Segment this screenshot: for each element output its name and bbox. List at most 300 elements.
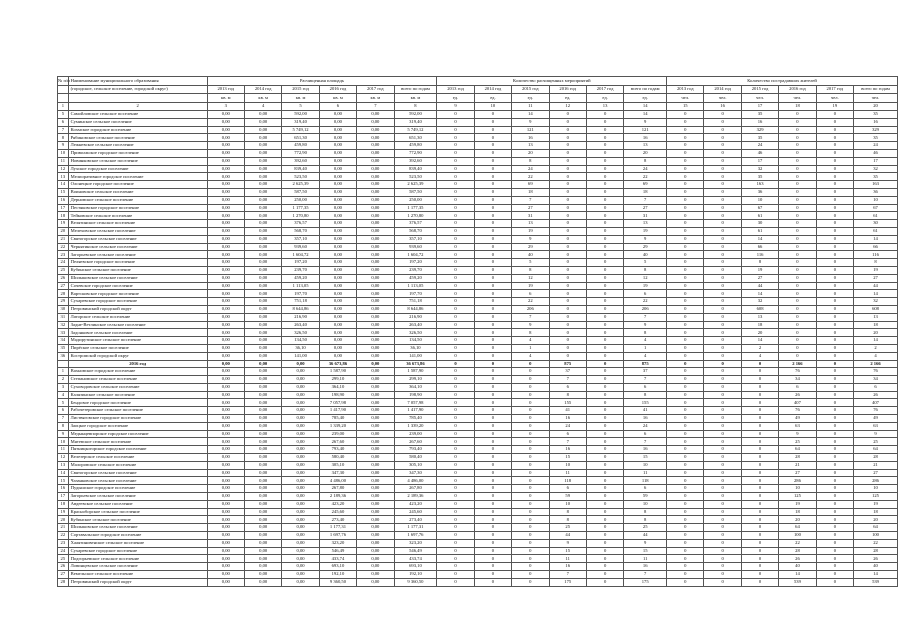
table-cell: 0 [586,149,623,157]
table-cell: 0 [816,259,853,267]
table-cell: 0,00 [244,415,281,423]
table-cell: 0,00 [357,539,394,547]
table-cell: 16 [624,134,667,142]
column-number: 8 [394,102,437,111]
table-cell: 0,00 [319,352,356,360]
table-cell: 0,00 [207,235,244,243]
table-cell: 0,00 [207,274,244,282]
table-cell: 26 [854,391,898,399]
table-cell: 0 [437,415,474,423]
row-number: 17 [58,493,69,501]
table-cell: 0,00 [207,539,244,547]
table-cell: 0,00 [357,142,394,150]
table-cell: 28 [854,547,898,555]
table-cell: 0,00 [207,204,244,212]
table-cell: 0 [667,383,704,391]
table-cell: 76 [854,407,898,415]
table-cell: 0 [816,454,853,462]
table-cell: 0 [474,461,511,469]
municipality-name: Приволжское городское поселение [68,149,207,157]
table-cell: 216,90 [394,313,437,321]
table-cell: 0 [474,329,511,337]
table-cell: 0 [667,422,704,430]
table-cell: 197,20 [282,259,319,267]
municipality-name: Малоровское сельское поселение [68,461,207,469]
table-cell: 29 [624,243,667,251]
table-cell: 9 360,50 [319,578,356,586]
header-year: 2015 год [282,85,319,94]
row-number: 8 [58,134,69,142]
table-cell: 0 [586,282,623,290]
table-cell: 8 [854,259,898,267]
table-cell: 0,00 [207,251,244,259]
table-cell: 15 [624,454,667,462]
municipality-name: Пирёское сельское поселение [68,344,207,352]
table-cell: 0 [586,126,623,134]
table-cell: 6 [549,430,586,438]
table-cell: 459,80 [394,142,437,150]
row-number: 18 [58,500,69,508]
table-cell: 0 [779,337,816,345]
table-row [58,539,898,547]
table-cell: 0 [586,438,623,446]
table-cell: 61 [741,212,778,220]
table-cell: 0 [474,438,511,446]
table-cell: 0,00 [207,407,244,415]
table-cell: 0 [816,352,853,360]
table-cell: 751,18 [282,298,319,306]
table-cell: 0,00 [319,321,356,329]
table-cell: 0 [437,469,474,477]
table-cell: 40 [779,563,816,571]
table-cell: 0,00 [319,173,356,181]
table-cell: 0 [741,524,778,532]
row-number: 14 [58,181,69,189]
column-number: 3 [207,102,244,111]
report-sheet [57,76,898,587]
header-unit: чел. [741,94,778,103]
column-number: 11 [512,102,549,111]
row-number: 26 [58,274,69,282]
table-cell: 0,00 [357,352,394,360]
table-cell: 6 [549,485,586,493]
table-cell: 21 [854,461,898,469]
table-cell: 0,00 [207,118,244,126]
table-cell: 27 [741,274,778,282]
header-name-sub: (городское, сельское поселение, городской округ) [68,85,207,94]
table-cell: 10 [854,196,898,204]
table-cell: 14 [854,337,898,345]
table-row [58,337,898,345]
table-cell: 0 [667,313,704,321]
table-cell: 141,00 [394,352,437,360]
table-cell: 1 339,20 [394,422,437,430]
header-unit: ед. [474,94,511,103]
header-unit: ед. [512,94,549,103]
table-cell: 0 [586,329,623,337]
table-cell: 0,00 [244,282,281,290]
table-cell: 568,70 [394,227,437,235]
table-cell: 206 [624,305,667,313]
table-cell: 0,00 [244,383,281,391]
table-cell: 0 [741,555,778,563]
table-cell: 0,00 [207,149,244,157]
table-cell: 286 [779,477,816,485]
table-cell: 125 [779,493,816,501]
table-cell: 61 [854,212,898,220]
table-cell: 14 [741,290,778,298]
table-cell: 0 [704,461,741,469]
column-number: 13 [586,102,623,111]
table-cell: 0 [741,532,778,540]
table-cell: 0,00 [207,337,244,345]
table-cell: 9 [512,118,549,126]
table-cell: 7 057,98 [319,399,356,407]
table-cell: 25 [779,438,816,446]
table-cell: 0,00 [357,555,394,563]
table-cell: 8 [624,516,667,524]
table-cell: 0 [549,266,586,274]
table-cell: 0 [474,118,511,126]
row-number: 25 [58,266,69,274]
table-cell: 0 [474,493,511,501]
table-cell: 0 [741,469,778,477]
table-cell: 0,00 [357,165,394,173]
municipality-name: Лежневское сельское поселение [68,142,207,150]
table-cell: 0 [586,305,623,313]
report-table [57,76,898,587]
year-total-cell: 0,00 [244,360,281,368]
table-cell: 0 [816,344,853,352]
row-number: 15 [58,188,69,196]
table-cell: 0 [586,188,623,196]
table-cell: 0,00 [357,126,394,134]
table-cell: 0 [704,274,741,282]
table-cell: 392,60 [394,157,437,165]
municipality-name: Мелеховское сельское поселение [68,227,207,235]
table-cell: 0 [437,430,474,438]
table-cell: 0,00 [244,251,281,259]
table-cell: 0 [437,383,474,391]
table-cell: 141,00 [282,352,319,360]
table-cell: 19 [624,282,667,290]
table-cell: 357,10 [282,235,319,243]
header-unit: ед. [586,94,623,103]
table-cell: 0 [667,181,704,189]
table-cell: 0 [816,532,853,540]
table-cell: 0 [667,555,704,563]
table-cell: 0 [512,415,549,423]
table-cell: 0 [474,165,511,173]
table-cell: 0 [667,290,704,298]
municipality-name: Самойловское сельское поселение [68,111,207,119]
table-cell: 2 625,39 [282,181,319,189]
table-cell: 22 [512,298,549,306]
table-cell: 305,10 [394,461,437,469]
table-cell: 0,00 [282,477,319,485]
table-cell: 14 [779,571,816,579]
table-cell: 0 [437,266,474,274]
table-cell: 0,00 [207,383,244,391]
table-cell: 326,50 [394,329,437,337]
table-cell: 197,70 [282,290,319,298]
table-cell: 0 [512,430,549,438]
table-cell: 22 [624,298,667,306]
header-name: Наименование муниципального образования [68,77,207,86]
table-cell: 0,00 [282,368,319,376]
table-cell: 175 [549,578,586,586]
table-cell: 64 [854,524,898,532]
municipality-name: Ловинцевское сельское поселение [68,563,207,571]
table-row [58,259,898,267]
table-cell: 0,00 [282,446,319,454]
table-cell: 0 [741,407,778,415]
table-cell: 19 [779,500,816,508]
table-cell: 0,00 [282,547,319,555]
table-cell: 32 [854,298,898,306]
table-cell: 0,00 [207,220,244,228]
table-row [58,485,898,493]
table-cell: 0,00 [244,298,281,306]
table-cell: 693,10 [319,563,356,571]
table-cell: 0 [586,344,623,352]
table-cell: 27 [854,469,898,477]
table-cell: 14 [854,290,898,298]
table-cell: 10 [549,500,586,508]
table-cell: 0 [667,196,704,204]
table-cell: 0 [704,500,741,508]
row-number: 17 [58,204,69,212]
table-cell: 0 [437,524,474,532]
table-cell: 245,60 [319,508,356,516]
table-cell: 118 [549,477,586,485]
table-cell: 0,00 [244,430,281,438]
table-cell: 0 [667,227,704,235]
table-cell: 0 [437,446,474,454]
table-cell: 0 [779,157,816,165]
table-cell: 14 [512,111,549,119]
table-cell: 0 [816,578,853,586]
table-cell: 30 [854,220,898,228]
table-cell: 0,00 [357,188,394,196]
table-cell: 8 [512,266,549,274]
table-cell: 216,90 [282,313,319,321]
table-cell: 9 360,50 [394,578,437,586]
table-cell: 0,00 [244,220,281,228]
table-cell: 19 [741,266,778,274]
table-cell: 1 177,35 [394,204,437,212]
table-cell: 8 [549,391,586,399]
table-cell: 0 [512,407,549,415]
table-cell: 0 [586,399,623,407]
table-cell: 0,00 [244,344,281,352]
table-cell: 0,00 [357,500,394,508]
table-cell: 6 [624,383,667,391]
table-cell: 0 [437,235,474,243]
table-cell: 0,00 [207,563,244,571]
table-cell: 5 [624,259,667,267]
table-cell: 9 [549,539,586,547]
table-cell: 22 [854,539,898,547]
table-cell: 0,00 [319,111,356,119]
table-cell: 0 [549,298,586,306]
table-cell: 0 [474,212,511,220]
table-cell: 0,00 [319,188,356,196]
header-year: 2017 год [816,85,853,94]
table-cell: 0 [667,399,704,407]
table-cell: 0 [474,344,511,352]
table-cell: 0 [667,157,704,165]
table-cell: 6 [512,290,549,298]
municipality-name: Сочевское городское поселение [68,282,207,290]
table-cell: 0 [667,524,704,532]
table-cell: 0 [816,305,853,313]
table-cell: 11 [624,469,667,477]
column-number: 10 [474,102,511,111]
table-cell: 0 [437,368,474,376]
header-blank [58,94,69,103]
table-cell: 192,10 [394,571,437,579]
table-cell: 64 [779,446,816,454]
table-cell: 0 [816,555,853,563]
municipality-name: Шилыковское сельское поселение [68,274,207,282]
table-cell: 0 [704,173,741,181]
table-cell: 0 [437,212,474,220]
table-cell: 0 [437,259,474,267]
table-cell: 0,00 [207,165,244,173]
table-cell: 0 [549,212,586,220]
table-cell: 0,00 [282,430,319,438]
table-cell: 433,74 [394,555,437,563]
table-cell: 0,00 [244,313,281,321]
table-cell: 27 [624,204,667,212]
table-cell: 0 [741,376,778,384]
year-total-cell: 0 [512,360,549,368]
year-total-cell: 36 673,86 [319,360,356,368]
table-cell: 1 697,76 [319,532,356,540]
table-cell: 20 [854,329,898,337]
table-cell: 0 [586,165,623,173]
table-cell: 0,00 [357,578,394,586]
table-cell: 1 [512,344,549,352]
table-cell: 1 177,31 [394,524,437,532]
table-cell: 8 644,86 [394,305,437,313]
table-cell: 0 [437,305,474,313]
table-cell: 0 [667,188,704,196]
table-cell: 0 [816,157,853,165]
table-cell: 0,00 [357,376,394,384]
column-number: 12 [549,102,586,111]
table-cell: 0 [704,485,741,493]
year-subtotal-row [58,360,898,368]
table-cell: 0 [474,134,511,142]
table-cell: 7 057,98 [394,399,437,407]
table-cell: 76 [854,368,898,376]
header-year: 2016 год [549,85,586,94]
table-cell: 0,00 [244,118,281,126]
table-cell: 0,00 [357,329,394,337]
table-cell: 0 [779,196,816,204]
table-cell: 0 [437,243,474,251]
table-cell: 16 [624,446,667,454]
table-cell: 6 [624,485,667,493]
table-cell: 0 [586,461,623,469]
table-cell: 0,00 [319,149,356,157]
table-cell: 0 [437,539,474,547]
table-cell: 0,00 [207,485,244,493]
table-cell: 0 [816,298,853,306]
table-cell: 0,00 [207,571,244,579]
row-number: 14 [58,469,69,477]
municipality-name: Костромской городской округ [68,352,207,360]
table-cell: 9 [854,430,898,438]
table-cell: 0,00 [357,149,394,157]
table-row [58,313,898,321]
header-year: 2013 год [207,85,244,94]
table-cell: 459,80 [282,142,319,150]
table-cell: 0 [474,539,511,547]
table-cell: 27 [779,469,816,477]
municipality-name: Задонковое сельское поселение [68,329,207,337]
table-cell: 539 [779,578,816,586]
table-cell: 0,00 [207,227,244,235]
municipality-name: Святогорское сельское поселение [68,235,207,243]
table-cell: 0 [667,337,704,345]
municipality-name: Латорское сельское поселение [68,313,207,321]
table-cell: 0 [474,446,511,454]
table-cell: 0 [779,188,816,196]
table-cell: 0 [741,461,778,469]
table-cell: 25 [549,524,586,532]
row-number: 3 [58,383,69,391]
table-cell: 35 [741,173,778,181]
row-number: 10 [58,438,69,446]
table-row [58,407,898,415]
table-cell: 0,00 [207,415,244,423]
table-cell: 0 [437,500,474,508]
table-cell: 239,00 [319,430,356,438]
header-unit: ед. [549,94,586,103]
column-number: 4 [244,102,281,111]
table-cell: 0 [704,251,741,259]
row-number: 34 [58,337,69,345]
table-cell: 423,20 [394,500,437,508]
table-cell: 0,00 [357,111,394,119]
table-cell: 0 [512,446,549,454]
table-cell: 0 [474,313,511,321]
table-cell: 1 113,05 [282,282,319,290]
table-cell: 0,00 [244,266,281,274]
table-cell: 13 [854,313,898,321]
table-cell: 0,00 [207,313,244,321]
table-cell: 0 [816,422,853,430]
table-cell: 0 [474,454,511,462]
table-cell: 0 [667,485,704,493]
municipality-name: Воиновское сельское поселение [68,188,207,196]
table-cell: 0 [704,298,741,306]
table-cell: 192,10 [319,571,356,579]
table-cell: 0 [586,220,623,228]
table-cell: 0 [704,422,741,430]
table-cell: 61 [741,227,778,235]
table-cell: 0 [779,305,816,313]
table-cell: 0,00 [207,399,244,407]
table-cell: 0,00 [357,282,394,290]
table-cell: 0,00 [319,196,356,204]
table-cell: 0 [704,469,741,477]
year-total-cell: 0 [474,360,511,368]
row-number: 7 [58,415,69,423]
